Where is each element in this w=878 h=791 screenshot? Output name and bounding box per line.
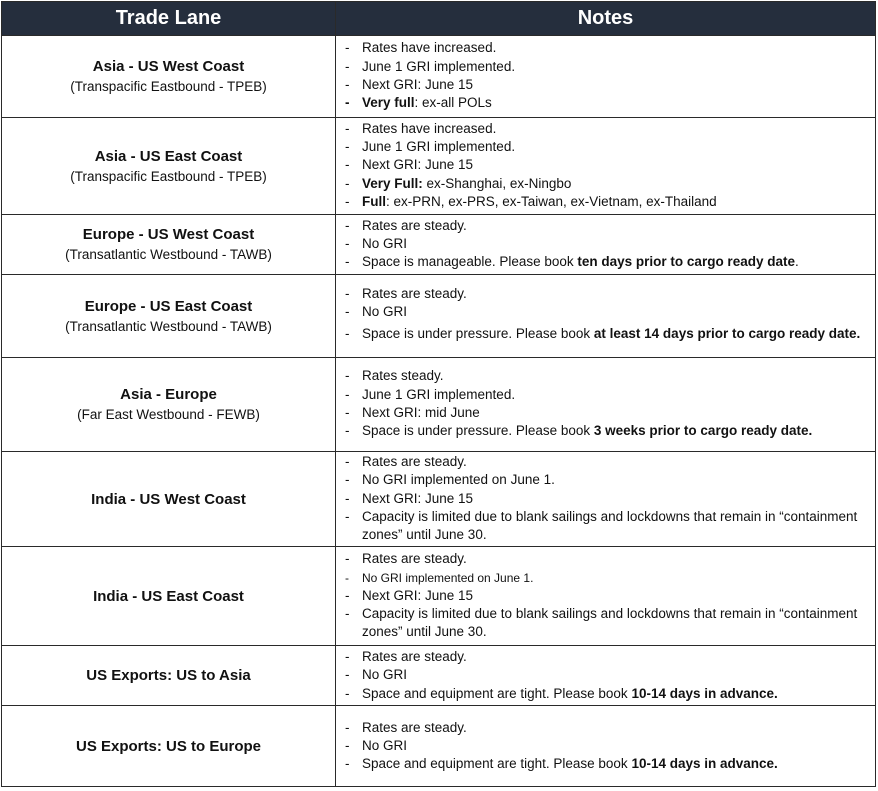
note-item xyxy=(344,156,867,174)
note-text: Rates have increased. xyxy=(362,40,497,56)
note-item xyxy=(344,550,867,568)
notes-cell xyxy=(336,275,876,358)
note-item xyxy=(344,175,867,193)
note-emphasis: ten days prior to cargo ready date xyxy=(577,254,795,270)
note-item xyxy=(344,569,867,587)
note-text: Rates are steady. xyxy=(362,217,467,233)
note-emphasis: at least 14 days prior to cargo ready date. xyxy=(593,326,861,342)
trade-lane-table xyxy=(1,1,876,787)
table-row xyxy=(2,547,876,646)
note-text: No GRI xyxy=(362,737,408,753)
note-text: Rates have increased. xyxy=(362,120,497,136)
note-text: Capacity is limited due to blank sailings and lockdowns that remain in “containment zones” until June 30. xyxy=(362,606,858,640)
table-row xyxy=(2,646,876,706)
table-row xyxy=(2,275,876,358)
trade-lane-subtitle: (Transpacific Eastbound - TPEB) xyxy=(70,168,267,184)
notes-cell xyxy=(336,646,876,706)
notes-list xyxy=(344,648,867,703)
table-header-row xyxy=(2,2,876,36)
note-item xyxy=(344,587,867,605)
note-text: Next GRI: June 15 xyxy=(362,587,474,603)
trade-lane-name: Europe - US East Coast xyxy=(84,297,253,315)
notes-list xyxy=(344,719,867,774)
note-text: Next GRI: June 15 xyxy=(362,157,474,173)
trade-lane-name: US Exports: US to Europe xyxy=(75,737,262,755)
notes-list xyxy=(344,39,867,112)
notes-list xyxy=(344,285,867,347)
note-text: No GRI xyxy=(362,235,408,251)
note-item xyxy=(344,39,867,57)
note-emphasis: Full xyxy=(362,193,386,209)
trade-lane-cell xyxy=(2,118,336,215)
note-item xyxy=(344,648,867,666)
notes-list xyxy=(344,453,867,544)
trade-lane-subtitle: (Transatlantic Westbound - TAWB) xyxy=(65,247,272,262)
table-row xyxy=(2,215,876,275)
note-text: Rates steady. xyxy=(362,368,444,384)
note-text: Rates are steady. xyxy=(362,649,467,665)
note-text: No GRI implemented on June 1. xyxy=(362,472,555,488)
note-text: Next GRI: June 15 xyxy=(362,77,474,92)
note-item xyxy=(344,490,867,508)
note-item xyxy=(344,719,867,737)
trade-lane-cell xyxy=(2,36,336,118)
note-text: : ex-PRN, ex-PRS, ex-Taiwan, ex-Vietnam, ex-Thailand xyxy=(386,193,717,209)
note-text: Rates are steady. xyxy=(362,719,467,735)
note-item xyxy=(344,386,867,404)
notes-cell xyxy=(336,706,876,787)
note-text: June 1 GRI implemented. xyxy=(362,139,516,155)
note-text: Next GRI: mid June xyxy=(362,405,480,420)
note-item xyxy=(344,605,867,642)
trade-lane-cell xyxy=(2,215,336,275)
note-item xyxy=(344,367,867,385)
notes-list xyxy=(344,217,867,272)
note-item xyxy=(344,193,867,211)
note-item xyxy=(344,253,867,271)
note-text: : ex-all POLs xyxy=(414,95,492,111)
notes-cell xyxy=(336,118,876,215)
note-item xyxy=(344,235,867,253)
note-text: Rates are steady. xyxy=(362,454,467,469)
note-text: Space is under pressure. Please book xyxy=(362,423,594,439)
table-row xyxy=(2,358,876,452)
note-text: Space is under pressure. Please book xyxy=(362,326,594,342)
note-item xyxy=(344,755,867,773)
trade-lane-cell xyxy=(2,547,336,646)
note-item xyxy=(344,666,867,684)
note-text: Space is manageable. Please book xyxy=(362,254,578,270)
trade-lane-name: Asia - US East Coast xyxy=(94,147,243,165)
table-row xyxy=(2,118,876,215)
note-item xyxy=(344,138,867,156)
note-emphasis: 3 weeks prior to cargo ready date. xyxy=(593,423,813,439)
note-item xyxy=(344,94,867,112)
note-text: Rates are steady. xyxy=(362,285,467,301)
notes-cell xyxy=(336,36,876,118)
header-notes: Notes xyxy=(336,2,876,36)
table-row xyxy=(2,452,876,547)
note-emphasis: 10-14 days in advance. xyxy=(631,685,778,701)
trade-lane-cell xyxy=(2,452,336,547)
table-row xyxy=(2,706,876,787)
trade-lane-name: Asia - US West Coast xyxy=(92,58,245,75)
note-item xyxy=(344,76,867,94)
trade-lane-subtitle: (Transatlantic Westbound - TAWB) xyxy=(65,318,272,334)
note-text: No GRI xyxy=(362,304,408,319)
note-text: Capacity is limited due to blank sailings and lockdowns that remain in “containment zones” until June 30. xyxy=(362,508,858,543)
trade-lane-cell xyxy=(2,646,336,706)
note-text: Space and equipment are tight. Please book xyxy=(362,685,632,701)
trade-lane-name: Europe - US West Coast xyxy=(82,226,255,243)
note-text: June 1 GRI implemented. xyxy=(362,58,516,74)
trade-lane-subtitle: (Transpacific Eastbound - TPEB) xyxy=(70,79,267,94)
table-row xyxy=(2,36,876,118)
note-item xyxy=(344,285,867,303)
note-item xyxy=(344,471,867,489)
note-item xyxy=(344,120,867,138)
note-text: Space and equipment are tight. Please book xyxy=(362,756,632,772)
trade-lane-name: India - US East Coast xyxy=(93,587,244,605)
notes-list xyxy=(344,120,867,211)
note-item xyxy=(344,453,867,471)
note-item xyxy=(344,685,867,703)
trade-lane-cell xyxy=(2,358,336,452)
note-emphasis: Very full xyxy=(362,95,415,111)
note-text: . xyxy=(794,254,799,270)
trade-lane-subtitle: (Far East Westbound - FEWB) xyxy=(77,407,260,422)
notes-list xyxy=(344,367,867,440)
note-item xyxy=(344,303,867,321)
header-trade-lane: Trade Lane xyxy=(2,2,336,36)
notes-cell xyxy=(336,215,876,275)
note-emphasis: Very Full: xyxy=(362,175,423,191)
note-text: No GRI implemented on June 1. xyxy=(362,570,534,585)
notes-cell xyxy=(336,358,876,452)
note-text: Rates are steady. xyxy=(362,551,467,567)
note-text: ex-Shanghai, ex-Ningbo xyxy=(422,175,572,191)
note-item xyxy=(344,321,867,346)
notes-cell xyxy=(336,547,876,646)
trade-lane-name: US Exports: US to Asia xyxy=(86,667,251,685)
notes-list xyxy=(344,550,867,641)
note-item xyxy=(344,217,867,235)
trade-lane-name: India - US West Coast xyxy=(91,490,246,508)
note-text: Next GRI: June 15 xyxy=(362,490,474,506)
note-emphasis: 10-14 days in advance. xyxy=(631,756,778,772)
note-text: No GRI xyxy=(362,667,408,683)
note-item xyxy=(344,58,867,76)
note-item xyxy=(344,422,867,440)
trade-lane-cell xyxy=(2,706,336,787)
note-item xyxy=(344,508,867,545)
trade-lane-name: Asia - Europe xyxy=(120,386,217,403)
note-item xyxy=(344,404,867,422)
note-item xyxy=(344,737,867,755)
trade-lane-cell xyxy=(2,275,336,358)
notes-cell xyxy=(336,452,876,547)
note-text: June 1 GRI implemented. xyxy=(362,386,516,402)
